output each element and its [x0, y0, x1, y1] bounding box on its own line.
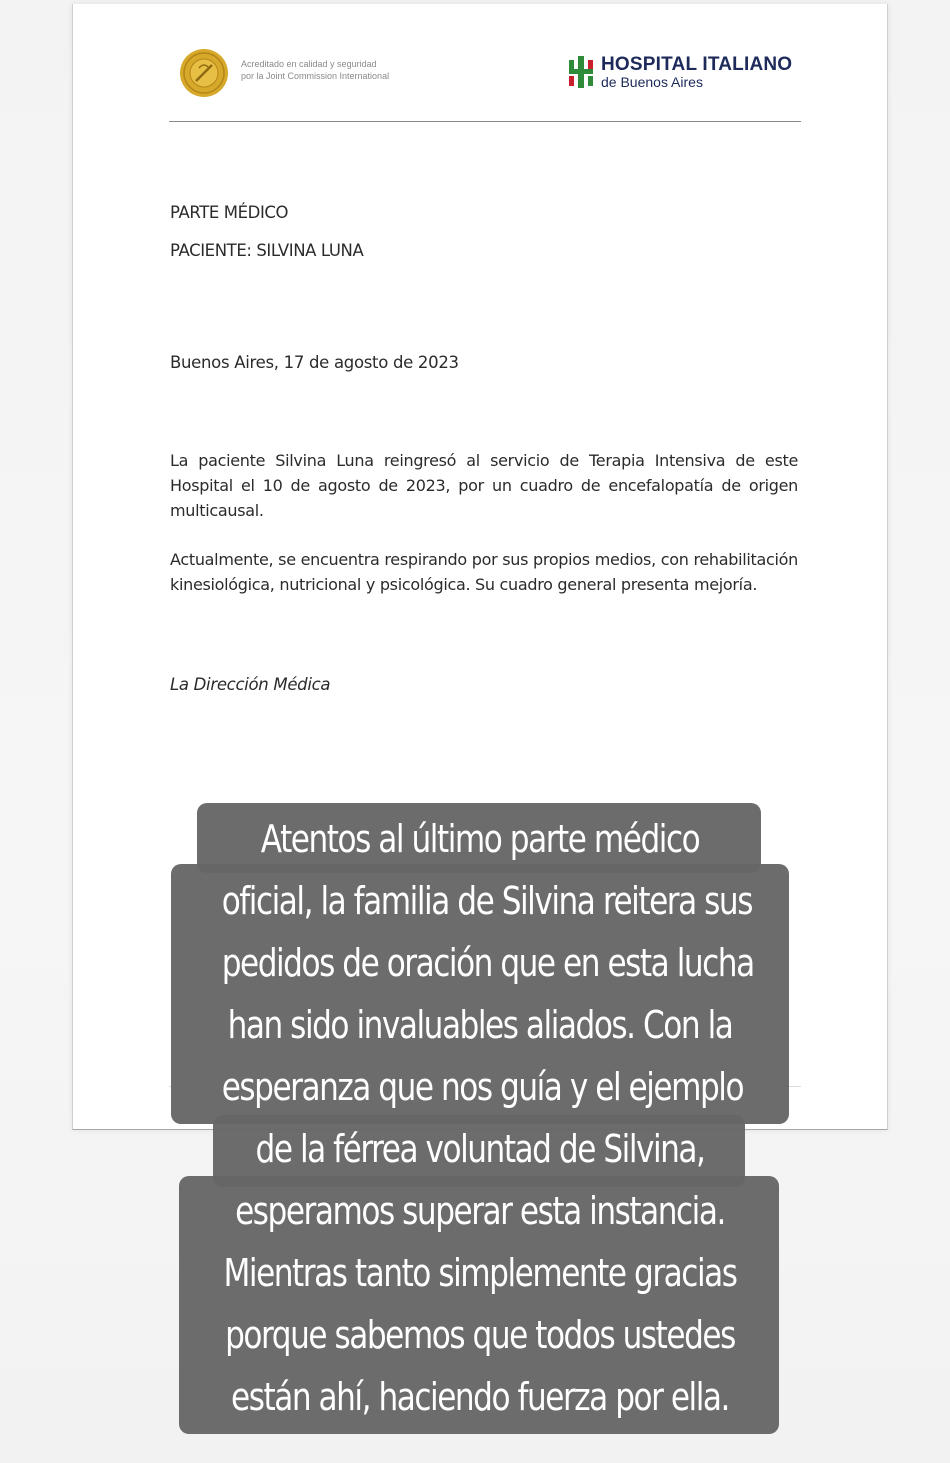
story-caption [165, 800, 795, 1440]
patient-name: PACIENTE: SILVINA LUNA [170, 241, 364, 260]
report-date: Buenos Aires, 17 de agosto de 2023 [170, 353, 459, 372]
report-paragraph-2: Actualmente, se encuentra respirando por sus propios medios, con rehabilitación kinesiológica, nutricional y psicológica. Su cuadro general presenta mejoría. [170, 550, 798, 594]
report-paragraph-1: La paciente Silvina Luna reingresó al servicio de Terapia Intensiva de este Hospital el 10 de agosto de 2023, por un cuadro de encefalopatía de origen multicausal. [170, 451, 798, 520]
caption-line: esperanza que nos guía y el ejemplo [221, 1065, 744, 1109]
caption-line: oficial, la familia de Silvina reitera sus [221, 879, 752, 923]
caption-line: pedidos de oración que en esta lucha [221, 941, 754, 985]
accreditation-text [241, 58, 441, 82]
report-signature: La Dirección Médica [170, 675, 331, 694]
jci-seal-icon [179, 48, 229, 98]
report-title: PARTE MÉDICO [170, 203, 289, 222]
caption-line: han sido invaluables aliados. Con la [227, 1003, 733, 1047]
letterhead [169, 44, 801, 122]
caption-line: porque sabemos que todos ustedes [225, 1313, 735, 1357]
hospital-subtitle: de Buenos Aires [601, 74, 703, 90]
caption-line: están ahí, haciendo fuerza por ella. [231, 1375, 729, 1419]
caption-line: Mientras tanto simplemente gracias [223, 1251, 737, 1295]
hospital-name: HOSPITAL ITALIANO [601, 54, 793, 75]
caption-line: de la férrea voluntad de Silvina, [255, 1127, 705, 1171]
hospital-cross-logo-icon [569, 56, 593, 88]
accreditation-line-1: Acreditado en calidad y seguridad [241, 59, 377, 69]
caption-line: Atentos al último parte médico [260, 817, 700, 861]
accreditation-line-2: por la Joint Commission International [241, 71, 390, 81]
caption-line: esperamos superar esta instancia. [235, 1189, 725, 1233]
